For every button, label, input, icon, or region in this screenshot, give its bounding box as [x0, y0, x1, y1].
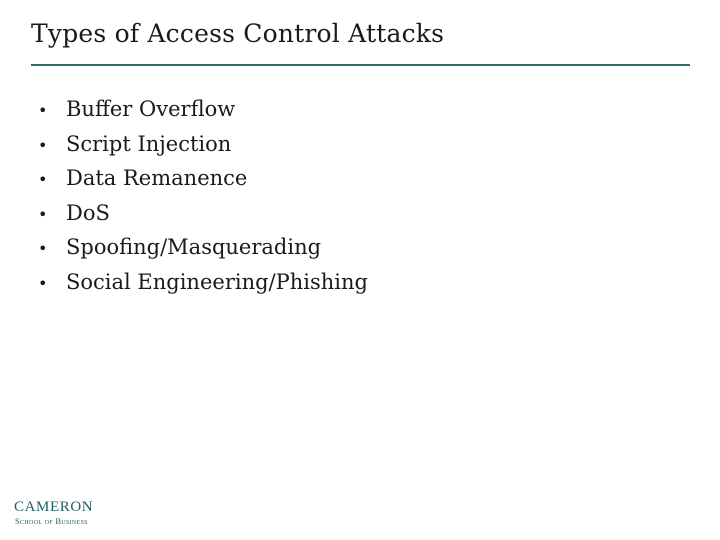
bullet-text: Spoofing/Masquerading: [66, 235, 322, 260]
list-item: [38, 265, 368, 300]
logo-subtitle: School of Business: [15, 516, 88, 526]
bullet-text: Script Injection: [66, 131, 232, 156]
list-item: [38, 196, 368, 231]
list-item: [38, 161, 368, 196]
bullet-text: Data Remanence: [66, 166, 248, 191]
title-divider: [31, 64, 690, 66]
slide-title: Types of Access Control Attacks: [31, 19, 445, 48]
bullet-text: Social Engineering/Phishing: [66, 269, 368, 294]
list-item: [38, 127, 368, 162]
bullet-icon: •: [38, 204, 48, 224]
list-item: [38, 230, 368, 265]
bullet-icon: •: [38, 135, 48, 155]
bullet-icon: •: [38, 170, 48, 190]
bullet-text: DoS: [66, 200, 110, 225]
bullet-icon: •: [38, 239, 48, 259]
logo-name: CAMERON: [14, 499, 94, 515]
bullet-icon: •: [38, 273, 48, 293]
bullet-text: Buffer Overflow: [66, 97, 236, 121]
cameron-logo: [14, 500, 104, 528]
bullet-icon: •: [38, 101, 48, 120]
bullet-list: [38, 92, 368, 300]
list-item: [38, 92, 368, 127]
